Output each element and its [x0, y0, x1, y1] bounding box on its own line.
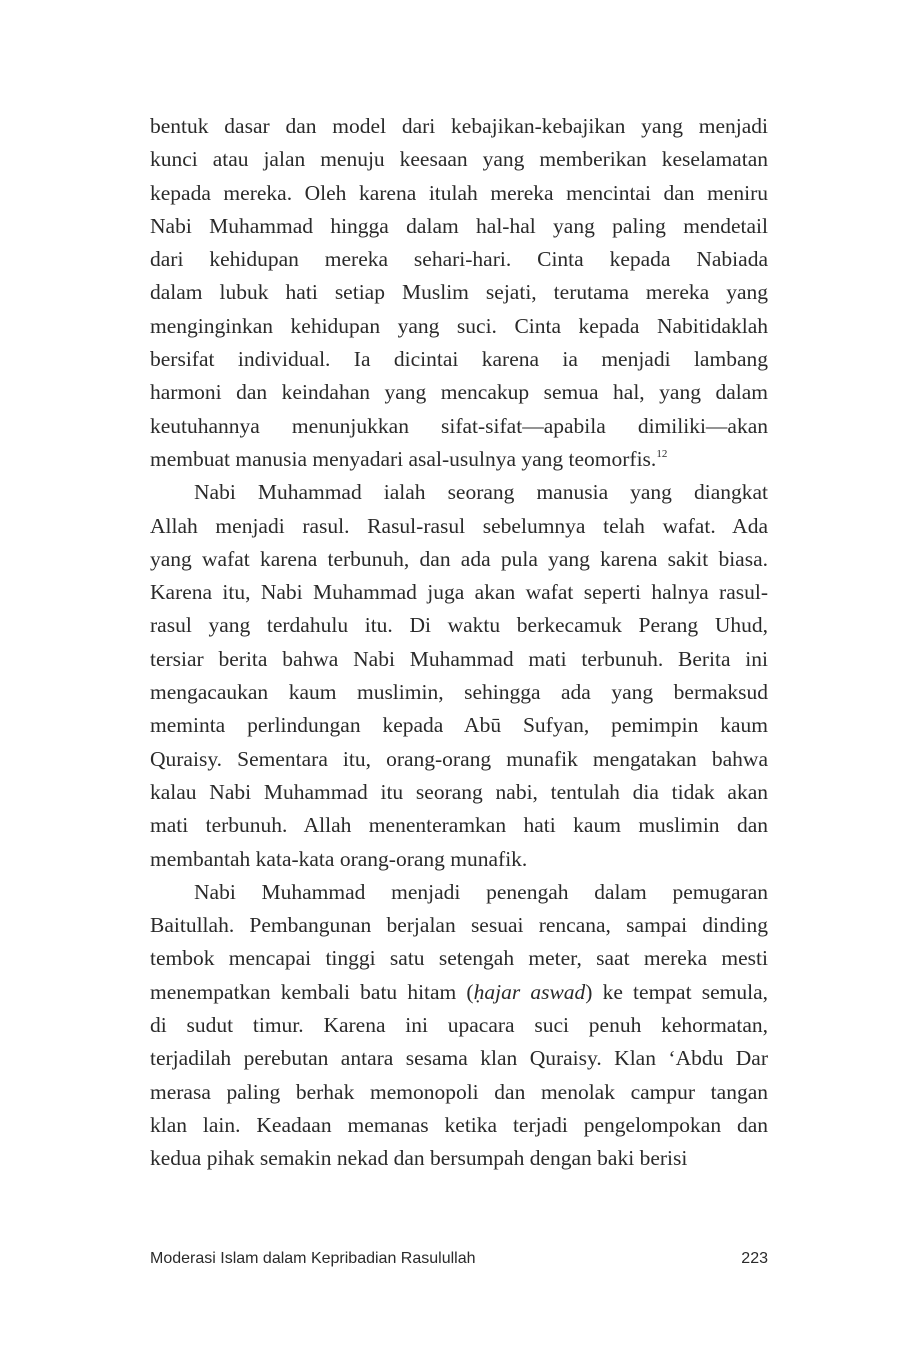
text-line: [150, 876, 768, 909]
text-segment: mengacaukan kaum muslimin, sehingga ada yang bermaksud: [150, 680, 768, 705]
text-segment: rasul yang terdahulu itu. Di waktu berkecamuk Perang Uhud,: [150, 613, 768, 638]
text-line: [150, 643, 768, 676]
text-line: [150, 776, 768, 809]
text-segment: bentuk dasar dan model dari kebajikan-kebajikan yang menjadi: [150, 114, 768, 138]
text-segment: kepada mereka. Oleh karena itulah mereka mencintai dan meniru: [150, 180, 768, 205]
text-segment: kalau Nabi Muhammad itu seorang nabi, tentulah dia tidak akan: [150, 779, 768, 804]
text-line: [150, 609, 768, 642]
text-segment: kedua pihak semakin nekad dan bersumpah dengan baki berisi: [150, 1146, 688, 1171]
text-line: [150, 177, 768, 210]
text-line: [150, 1076, 768, 1109]
text-segment: harmoni dan keindahan yang mencakup semua hal, yang dalam: [150, 380, 768, 405]
text-segment: meminta perlindungan kepada Abū Sufyan, pemimpin kaum: [150, 713, 768, 738]
text-segment: Quraisy. Sementara itu, orang-orang munafik mengatakan bahwa: [150, 746, 768, 771]
text-segment: membantah kata-kata orang-orang munafik.: [150, 846, 528, 871]
text-line: [150, 1109, 768, 1142]
text-line: [150, 543, 768, 576]
text-segment: bersifat individual. Ia dicintai karena ia menjadi lambang: [150, 347, 768, 372]
page-footer: [150, 1250, 768, 1268]
text-line: [150, 143, 768, 176]
text-segment: tembok mencapai tinggi satu setengah meter, saat mereka mesti: [150, 946, 768, 971]
text-segment: klan lain. Keadaan memanas ketika terjadi pengelompokan dan: [150, 1112, 768, 1137]
text-segment: keutuhannya menunjukkan sifat-sifat—apabila dimiliki—akan: [150, 413, 768, 438]
text-segment: yang wafat karena terbunuh, dan ada pula yang karena sakit biasa.: [150, 546, 768, 571]
text-line: [150, 1142, 768, 1175]
text-segment: menginginkan kehidupan yang suci. Cinta kepada Nabitidaklah: [150, 313, 768, 338]
text-segment: terjadilah perebutan antara sesama klan Quraisy. Klan ‘Abdu Dar: [150, 1046, 768, 1071]
text-segment: Nabi Muhammad ialah seorang manusia yang diangkat: [194, 480, 768, 505]
text-segment: membuat manusia menyadari asal-usulnya yang teomorfis.: [150, 446, 657, 471]
text-segment: ) ke tempat semula,: [585, 979, 768, 1004]
text-line: [150, 843, 768, 876]
text-segment: dari kehidupan mereka sehari-hari. Cinta kepada Nabiada: [150, 247, 768, 272]
text-line: [150, 243, 768, 276]
paragraph-3: [150, 876, 768, 1176]
text-segment: dalam lubuk hati setiap Muslim sejati, terutama mereka yang: [150, 280, 768, 305]
text-segment: di sudut timur. Karena ini upacara suci penuh kehormatan,: [150, 1013, 768, 1038]
running-title: Moderasi Islam dalam Kepribadian Rasulullah: [150, 1250, 476, 1267]
text-segment: Baitullah. Pembangunan berjalan sesuai rencana, sampai dinding: [150, 913, 768, 938]
text-line: [150, 276, 768, 309]
text-segment: tersiar berita bahwa Nabi Muhammad mati terbunuh. Berita ini: [150, 646, 768, 671]
text-line: [150, 809, 768, 842]
text-line: [150, 443, 768, 476]
footnote-reference: 12: [656, 447, 668, 460]
text-line: [150, 942, 768, 975]
italic-term: ḥajar aswad: [473, 979, 586, 1004]
text-segment: Allah menjadi rasul. Rasul-rasul sebelumnya telah wafat. Ada: [150, 513, 768, 538]
text-segment: kunci atau jalan menuju keesaan yang memberikan keselamatan: [150, 147, 768, 172]
text-line: [150, 576, 768, 609]
text-segment: Karena itu, Nabi Muhammad juga akan wafat seperti halnya rasul-: [150, 580, 768, 605]
text-line: [150, 510, 768, 543]
text-line: [150, 476, 768, 509]
text-line: [150, 343, 768, 376]
text-line: [150, 376, 768, 409]
text-line: [150, 743, 768, 776]
text-line: [150, 110, 768, 143]
text-line: [150, 1042, 768, 1075]
text-line: [150, 909, 768, 942]
page-number: 223: [741, 1250, 768, 1267]
text-segment: Nabi Muhammad menjadi penengah dalam pemugaran: [194, 879, 768, 904]
text-segment: Nabi Muhammad hingga dalam hal-hal yang paling mendetail: [150, 213, 768, 238]
text-line: [150, 1009, 768, 1042]
body-text: [150, 110, 768, 1176]
text-line: [150, 976, 768, 1009]
text-line: [150, 709, 768, 742]
text-line: [150, 210, 768, 243]
text-line: [150, 410, 768, 443]
text-segment: mati terbunuh. Allah menenteramkan hati kaum muslimin dan: [150, 813, 768, 838]
text-line: [150, 310, 768, 343]
text-line: [150, 676, 768, 709]
text-segment: merasa paling berhak memonopoli dan menolak campur tangan: [150, 1079, 768, 1104]
text-segment: menempatkan kembali batu hitam (: [150, 979, 474, 1004]
paragraph-2: [150, 476, 768, 876]
paragraph-1: [150, 110, 768, 476]
